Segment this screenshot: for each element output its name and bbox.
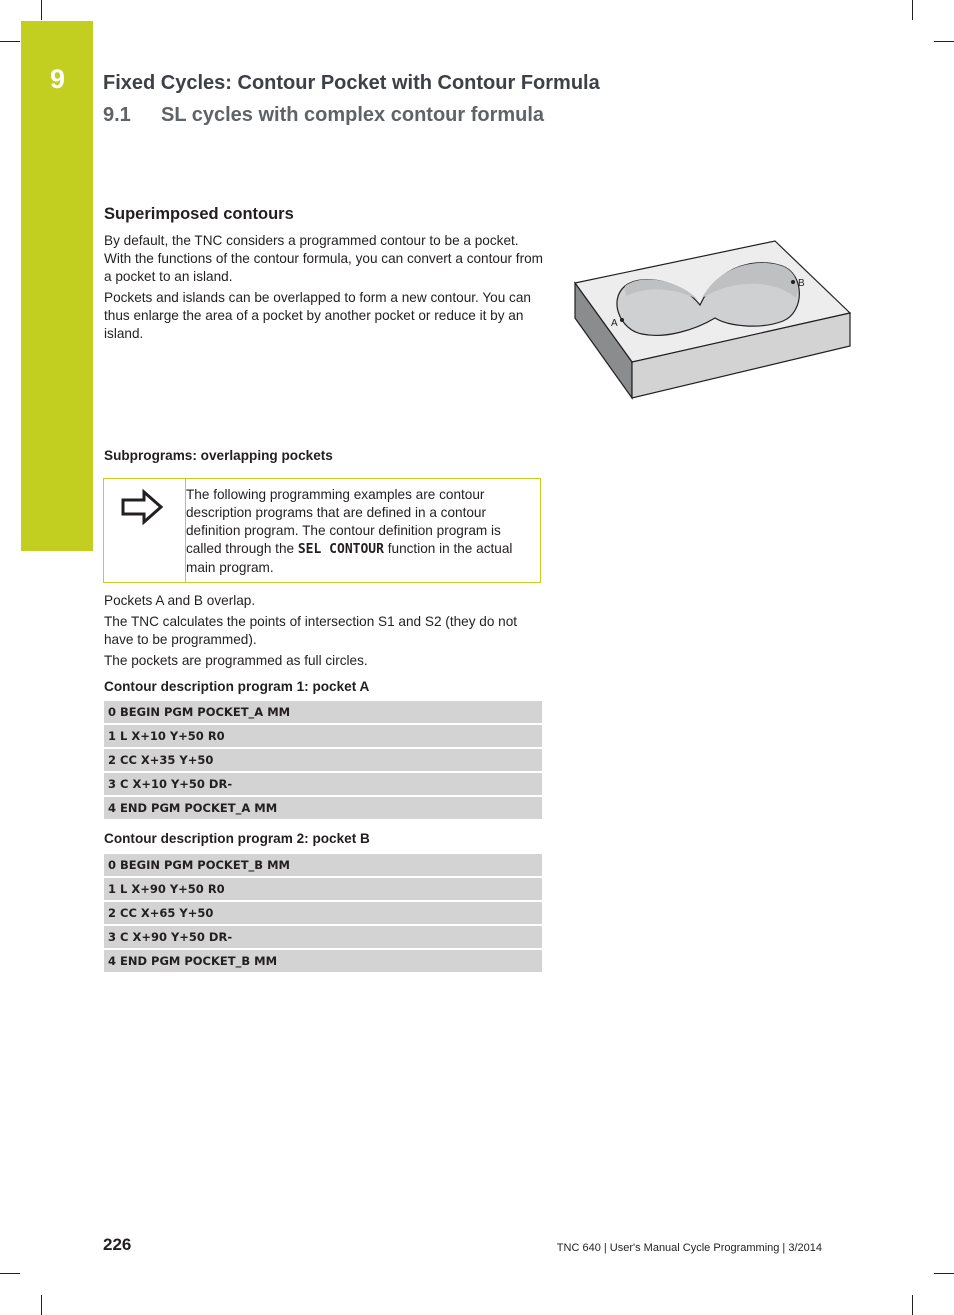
program-a-listing — [104, 701, 542, 821]
crop-mark — [41, 0, 42, 20]
note-text-start: The following programming examples are contour description programs that are defined in a contour definition program. The contour definition program is called through the — [186, 487, 501, 556]
label-b: B — [798, 278, 805, 289]
code-line: 3 C X+10 Y+50 DR- — [104, 773, 542, 795]
sel-contour-keyword: SEL CONTOUR — [297, 542, 384, 557]
crop-mark — [934, 41, 954, 42]
superimposed-para-1: By default, the TNC considers a programmed contour to be a pocket. With the functions of the contour formula, you can convert a contour from a pocket to an island. — [104, 233, 543, 284]
program-b-heading: Contour description program 2: pocket B — [104, 831, 370, 846]
code-line: 3 C X+90 Y+50 DR- — [104, 926, 542, 948]
note-text — [186, 486, 531, 577]
code-line: 1 L X+10 Y+50 R0 — [104, 725, 542, 747]
section-title-text: SL cycles with complex contour formula — [161, 104, 545, 126]
code-line: 4 END PGM POCKET_B MM — [104, 950, 542, 972]
crop-mark — [0, 41, 20, 42]
section-number: 9.1 — [103, 104, 131, 126]
subprograms-heading: Subprograms: overlapping pockets — [104, 448, 333, 463]
point-a-marker — [620, 318, 624, 322]
crop-mark — [41, 1295, 42, 1315]
label-a: A — [611, 318, 618, 329]
superimposed-heading: Superimposed contours — [104, 205, 294, 223]
footer-text: TNC 640 | User's Manual Cycle Programming | 3/2014 — [556, 1242, 822, 1254]
program-b-listing — [104, 854, 542, 974]
chapter-number: 9 — [50, 64, 66, 94]
overlapping-pockets-figure — [570, 238, 852, 404]
crop-mark — [912, 0, 913, 20]
point-b-marker — [791, 280, 795, 284]
code-line: 2 CC X+35 Y+50 — [104, 749, 542, 771]
code-line: 2 CC X+65 Y+50 — [104, 902, 542, 924]
arrow-right-icon — [120, 489, 164, 525]
chapter-tab — [21, 21, 93, 551]
crop-mark — [934, 1273, 954, 1274]
code-line: 0 BEGIN PGM POCKET_A MM — [104, 701, 542, 723]
section-title — [103, 104, 544, 127]
program-a-heading: Contour description program 1: pocket A — [104, 679, 370, 694]
note-text-end: function in the actual main program. — [186, 541, 513, 575]
code-line: 1 L X+90 Y+50 R0 — [104, 878, 542, 900]
code-line: 0 BEGIN PGM POCKET_B MM — [104, 854, 542, 876]
subprograms-para-2: The TNC calculates the points of intersection S1 and S2 (they do not have to be programmed). — [104, 614, 518, 647]
subprograms-para-3: The pockets are programmed as full circles. — [104, 653, 368, 668]
crop-mark — [912, 1295, 913, 1315]
subprograms-para-1: Pockets A and B overlap. — [104, 593, 256, 608]
page-number: 226 — [103, 1235, 132, 1254]
crop-mark — [0, 1273, 20, 1274]
code-line: 4 END PGM POCKET_A MM — [104, 797, 542, 819]
superimposed-para-2: Pockets and islands can be overlapped to form a new contour. You can thus enlarge the area of a pocket by another pocket or reduce it by an island. — [104, 290, 531, 341]
note-box — [103, 478, 541, 583]
chapter-title: Fixed Cycles: Contour Pocket with Contour Formula — [103, 72, 600, 94]
